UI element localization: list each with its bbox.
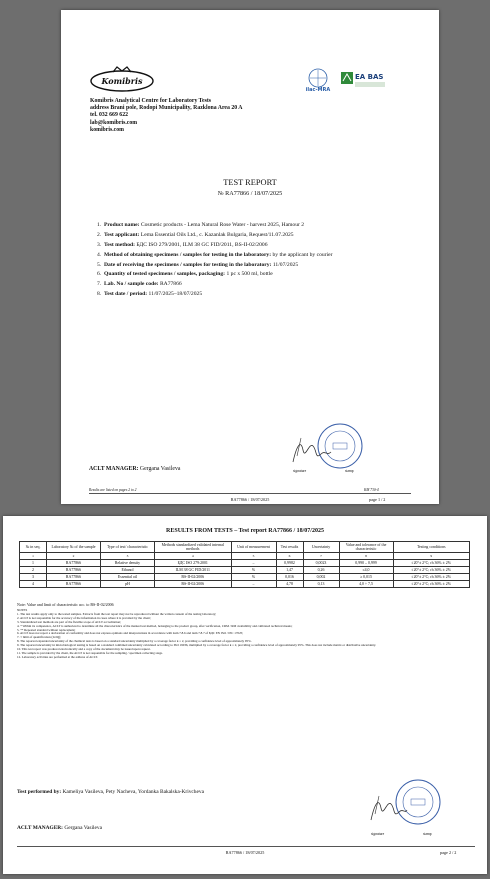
note-item: 3. Standardized test methods are part of the flexible scope of ACLT accreditation; bbox=[17, 619, 122, 624]
detail-item: 8. Test date / period: 11/07/2025–18/07/2025 bbox=[97, 291, 203, 298]
detail-item: 7. Lab. No / sample code: RA77866 bbox=[97, 281, 182, 288]
column-number-row: 1 2 3 4 5 6 7 8 9 bbox=[20, 553, 470, 560]
results-pages-note: Results are listed on pages 2 to 2 bbox=[89, 488, 137, 492]
performed-by-line: Test performed by: Kameliya Vasileva, Pety Nacheva, Yordanka Bakalska-Krivcheva bbox=[17, 789, 204, 795]
signature-label: signature bbox=[293, 469, 307, 473]
results-table bbox=[19, 541, 470, 588]
lab-website[interactable]: komibris.com bbox=[90, 126, 124, 133]
detail-item: 1. Product name: Cosmetic products - Lema Natural Rose Water - harvest 2025, Hamour 2 bbox=[97, 222, 305, 228]
table-row: 1 RA77866 Relative density БДС ISO 279:2001 – 0,9982 0,0023 0,990 – 0,999 t 20°± 2°C; rh 36% ± 2% bbox=[20, 560, 470, 567]
report-details-list bbox=[97, 222, 397, 301]
note-item: 1. The test results apply only to the tested samples. Extracts from the test report may not be reproduced without the written consent of the testing laboratory; bbox=[17, 611, 217, 616]
logo-text: Komibris bbox=[101, 76, 143, 86]
note-item: 4. * Within its competence, ACLT is authorized to determine all the characteristics of the marked test method, belonging to the product group, after verification, CRM / RM availability and calibrated technical means; bbox=[17, 623, 293, 628]
notes-block bbox=[17, 609, 477, 660]
ilac-text: ilac-MRA bbox=[305, 87, 331, 92]
note-item: 12. Laboratory activities are performed at the address of ACLT. bbox=[17, 654, 98, 659]
lab-phone: tel. 032 669 622 bbox=[90, 112, 128, 119]
signature-label: signature bbox=[371, 832, 385, 836]
column-header: Laboratory № of the sample bbox=[47, 542, 101, 553]
lab-email[interactable]: lab@komibris.com bbox=[90, 119, 138, 126]
note-item: 6. ACLT does not report a declaration of conformity and does not express opinions and interpretations in accordance with item 7.8.6 and item 7.8.7 of БДС EN ISO / IEC 17025; bbox=[17, 631, 244, 636]
detail-item: 3. Test method: БДС ISO 279/2001, ILM 38 GC FID/2011, BS-II-02/2006 bbox=[97, 241, 268, 248]
footer-divider bbox=[89, 493, 411, 494]
column-header: Uncertainty bbox=[303, 542, 339, 553]
eabas-text: EA BAS bbox=[355, 73, 384, 81]
column-header: Methods standardized validated internal methods bbox=[155, 542, 232, 553]
note-item: 11. The sample is provided by the client, the ACLT is not responsible for the sampling / specimen collecting stage. bbox=[17, 650, 163, 655]
note-item: 8. The reported expanded uncertainty of the chemical tests is based on a standard uncertainty multiplied by a coverage factor k = 2, providing a confidence level of approximately 95%. bbox=[17, 639, 252, 644]
table-row: 2 RA77866 Ethanol ILM 38 GC FID/2011 % 1,47 0,26 ≤4,0 t 20°± 2°C; rh 36% ± 2% bbox=[20, 567, 470, 574]
footer-page-number: page 2 / 2 bbox=[440, 850, 457, 855]
note-item: 10. This test report was produced electronically and a copy of the document may be issued upon request. bbox=[17, 647, 151, 652]
note-item: 7. < limit of quantification (LOQ); bbox=[17, 635, 62, 640]
lab-address: address Brani pole, Rodopi Municipality, Razklona Area 20 A bbox=[90, 105, 243, 112]
table-row: 3 RA77866 Essential oil BS-II-02/2006 % 0,016 0,002 ≥ 0,015 t 20°± 2°C; rh 36% ± 2% bbox=[20, 574, 470, 581]
lab-name: Komibris Analytical Centre for Laboratory Tests bbox=[90, 98, 212, 104]
footer-page-number: page 1 / 2 bbox=[369, 497, 386, 502]
characteristic-note: Note: Value and limit of characteristic acc. to BS-II-02/2006 bbox=[17, 602, 114, 607]
note-item: 9. The reported uncertainty in microbiological testing is based on a standard combined uncertainty calculated according to ISO 19036, multiplied by a coverage factor k = 2, providing a confidence level of approximately 95%. This does not include matrix or distributive uncertainty. bbox=[17, 643, 377, 648]
report-page-2 bbox=[3, 516, 487, 874]
report-page-1 bbox=[61, 10, 439, 504]
ea-bas-logo bbox=[339, 68, 393, 92]
table-header-row bbox=[20, 542, 470, 553]
column-header: Type of test/ characteristic bbox=[101, 542, 155, 553]
notes-heading: NOTES bbox=[17, 608, 28, 612]
form-code: КМ 730-4 bbox=[364, 488, 379, 492]
column-header: Test results bbox=[276, 542, 303, 553]
signature-icon bbox=[287, 436, 335, 466]
detail-item: 5. Date of receiving the specimens / samples for testing in the laboratory: 11/07/2025 bbox=[97, 261, 299, 268]
note-item: 2. ACLT is not responsible for the accuracy of the information in cases where it is provided by the client; bbox=[17, 615, 151, 620]
results-title: RESULTS FROM TESTS – Test report RA77866 / 18/07/2025 bbox=[166, 528, 324, 534]
detail-item: 4. Method of obtaining specimens / samples for testing in the laboratory: by the applicant by courier bbox=[97, 251, 333, 258]
komibris-logo bbox=[89, 64, 155, 94]
note-item: 5. ** Repeated standard without replacement; bbox=[17, 627, 76, 632]
column-header: № in seq. bbox=[20, 542, 47, 553]
signature-icon bbox=[367, 794, 409, 824]
report-number: № RA77866 / 18/07/2025 bbox=[217, 190, 283, 197]
ilac-mra-logo bbox=[299, 68, 337, 92]
lab-address-block bbox=[90, 98, 242, 134]
stamp-label: stamp bbox=[423, 832, 432, 836]
column-header: Testing conditions bbox=[393, 542, 470, 553]
table-row: 4 RA77866 pH BS-II-02/2006 – 4,78 0,13 4,0 ÷ 7,5 t 20°± 2°C; rh 36% ± 2% bbox=[20, 581, 470, 588]
report-title: TEST REPORT bbox=[223, 178, 277, 187]
column-header: Unit of measurement bbox=[231, 542, 276, 553]
footer-divider bbox=[17, 846, 475, 847]
manager-line: ACLT MANAGER: Gergana Vasileva bbox=[17, 825, 103, 831]
footer-report-id: RA77866 / 18/07/2025 bbox=[230, 497, 270, 502]
manager-line: ACLT MANAGER: Gergana Vasileva bbox=[89, 466, 181, 472]
footer-report-id: RA77866 / 18/07/2025 bbox=[225, 850, 265, 855]
column-header: Value and tolerance of the characteristic bbox=[339, 542, 393, 553]
detail-item: 6. Quantity of tested specimens / samples, packaging: 1 pc x 500 ml, bottle bbox=[97, 271, 273, 278]
stamp-label: stamp bbox=[345, 469, 354, 473]
detail-item: 2. Test applicant: Lema Essential Oils Ltd., c. Kazanlak Bulgaria, Request/11.07.2025 bbox=[97, 231, 294, 238]
